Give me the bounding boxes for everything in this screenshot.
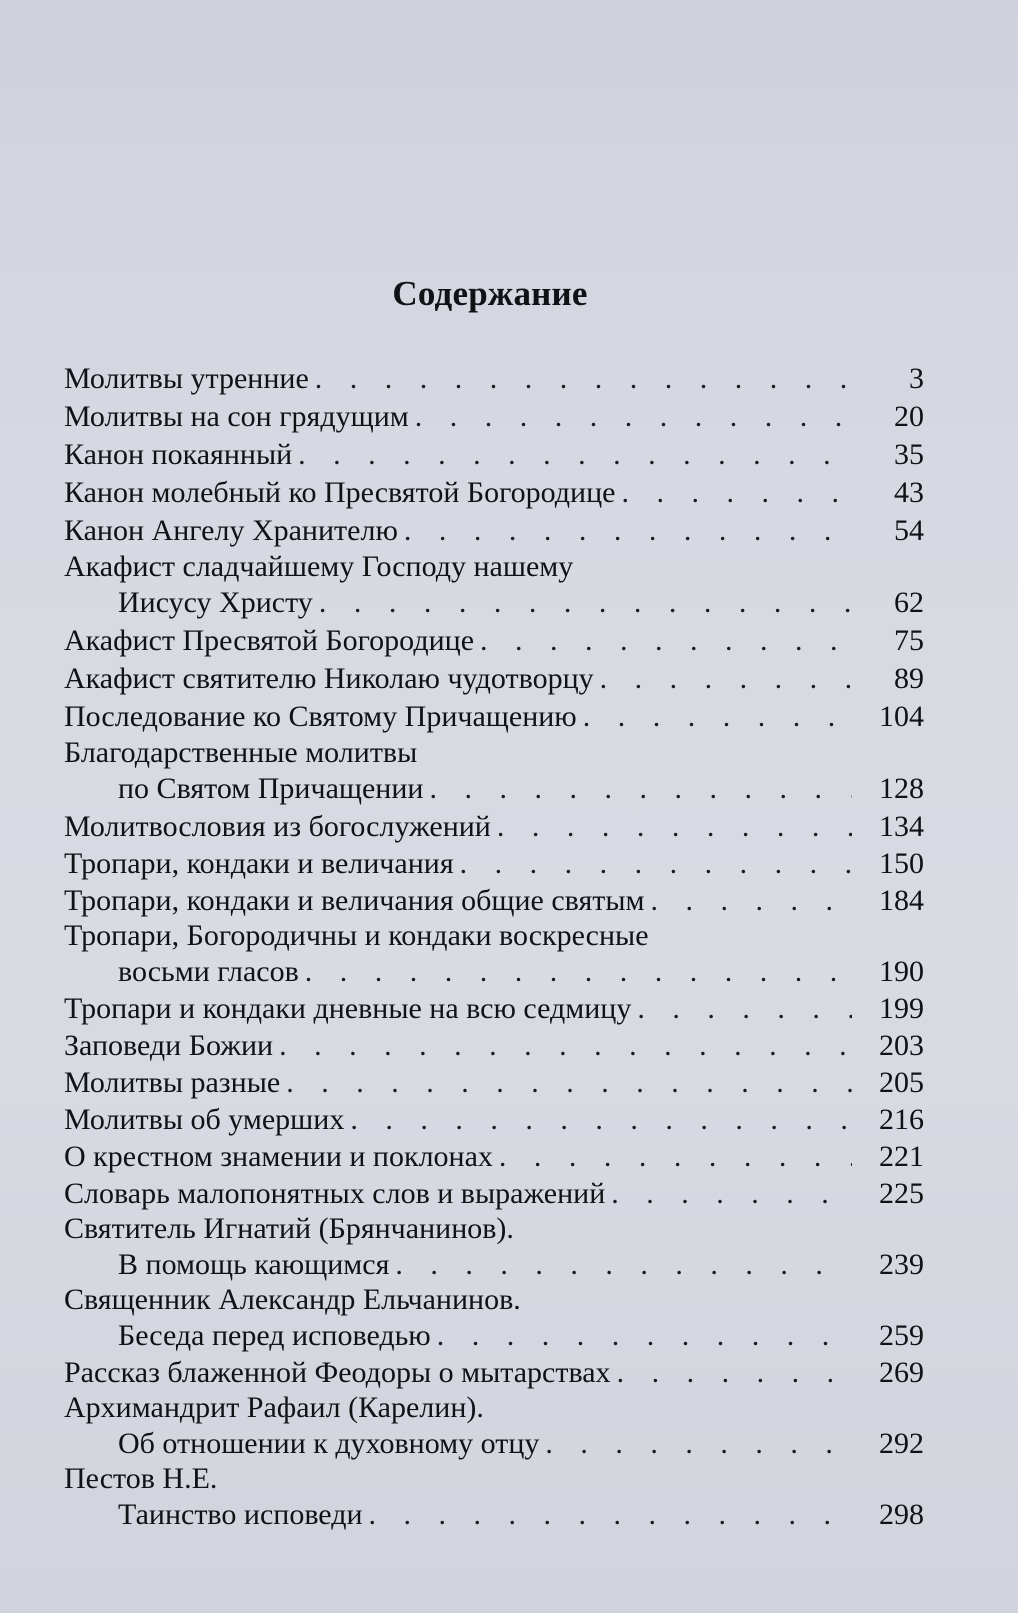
entry-title: Словарь малопонятных слов и выражений [64,1177,606,1210]
dot-leader [369,1496,852,1533]
entry-title-continued: по Святом Причащении [118,772,424,805]
dot-leader [583,698,852,736]
toc-entry [64,1391,924,1462]
entry-title: Последование ко Святому Причащению [64,700,577,733]
page-title: Содержание [392,274,588,313]
entry-title: Тропари и кондаки дневные на всю седмицу [64,992,632,1025]
dot-leader [395,1246,852,1283]
toc-entry [64,398,924,436]
dot-leader [460,845,852,882]
toc-entry [64,550,924,622]
page-number: 221 [879,1140,924,1173]
entry-title: Тропари, кондаки и величания общие святым [64,884,645,917]
entry-title: Акафист сладчайшему Господу нашему [64,550,574,583]
entry-title-continued: Беседа перед исповедью [118,1319,431,1352]
page-number: 239 [879,1248,924,1281]
page-number: 54 [894,514,924,547]
page-number: 205 [879,1066,924,1099]
entry-title: Рассказ блаженной Феодоры о мытарствах [64,1356,611,1389]
entry-title: Священник Александр Ельчанинов. [64,1283,521,1316]
toc-entry [64,512,924,550]
entry-title: Акафист святителю Николаю чудотворцу [64,662,594,695]
page-number: 199 [879,992,924,1025]
dot-leader [637,990,852,1027]
page-number: 269 [879,1356,924,1389]
entry-title: Молитвы утренние [64,362,309,395]
dot-leader [480,622,852,660]
dot-leader [315,360,852,398]
toc-entry [64,1212,924,1283]
page-number: 190 [879,955,924,988]
entry-title: Канон Ангелу Хранителю [64,514,398,547]
dot-leader [499,1138,852,1175]
entry-title: Благодарственные молитвы [64,736,418,769]
page-number: 89 [894,662,924,695]
dot-leader [415,398,852,436]
page-number: 43 [894,476,924,509]
page-number: 104 [879,700,924,733]
entry-title-continued: В помощь кающимся [118,1248,390,1281]
page-number: 35 [894,438,924,471]
entry-title: Заповеди Божии [64,1029,274,1062]
entry-title: Молитвы об умерших [64,1103,345,1136]
entry-title: Молитвы на сон грядущим [64,400,409,433]
dot-leader [497,808,852,845]
entry-title: Молитвословия из богослужений [64,810,491,843]
entry-title: Тропари, Богородичны и кондаки воскресные [64,919,649,952]
dot-leader [437,1317,852,1354]
dot-leader [429,770,852,808]
dot-leader [617,1354,852,1391]
entry-title: Святитель Игнатий (Брянчанинов). [64,1212,514,1245]
page-number: 150 [879,847,924,880]
toc-entry [64,660,924,698]
dot-leader [600,660,852,698]
toc-entry [64,1027,924,1064]
dot-leader [350,1101,852,1138]
dot-leader [305,953,852,990]
dot-leader [545,1425,852,1462]
toc-entry [64,1175,924,1212]
toc-entry [64,1064,924,1101]
dot-leader [319,584,852,622]
entry-title: Канон покаянный [64,438,293,471]
toc-entry [64,1462,924,1533]
entry-title-continued: восьми гласов [118,955,299,988]
toc-entry [64,808,924,845]
toc-entry [64,360,924,398]
page-number: 292 [879,1427,924,1460]
toc-entry [64,436,924,474]
entry-title: Пестов Н.Е. [64,1462,218,1495]
page-number: 128 [879,772,924,805]
toc-entry [64,1138,924,1175]
dot-leader [611,1175,852,1212]
page-number: 225 [879,1177,924,1210]
toc-entry [64,698,924,736]
entry-title: О крестном знамении и поклонах [64,1140,493,1173]
dot-leader [651,882,853,919]
dot-leader [404,512,852,550]
entry-title: Архимандрит Рафаил (Карелин). [64,1391,484,1424]
page-number: 20 [894,400,924,433]
toc-entry [64,882,924,919]
toc-entry [64,1354,924,1391]
entry-title: Тропари, кондаки и величания [64,847,454,880]
entry-title: Канон молебный ко Пресвятой Богородице [64,476,616,509]
dot-leader [286,1064,852,1101]
toc-entry [64,474,924,512]
toc-entry [64,736,924,808]
page-number: 62 [894,586,924,619]
dot-leader [279,1027,852,1064]
page-number: 134 [879,810,924,843]
toc-entry [64,1283,924,1354]
page-number: 298 [879,1498,924,1531]
page-number: 184 [879,884,924,917]
entry-title-continued: Об отношении к духовному отцу [118,1427,540,1460]
page-number: 259 [879,1319,924,1352]
toc-entry [64,622,924,660]
dot-leader [298,436,852,474]
entry-title-continued: Иисусу Христу [118,586,313,619]
toc-entry [64,919,924,990]
dot-leader [621,474,852,512]
entry-title-continued: Таинство исповеди [118,1498,363,1531]
toc-entry [64,990,924,1027]
page-number: 216 [879,1103,924,1136]
page-number: 203 [879,1029,924,1062]
toc-entry [64,845,924,882]
entry-title: Акафист Пресвятой Богородице [64,624,475,657]
entry-title: Молитвы разные [64,1066,281,1099]
toc-entry [64,1101,924,1138]
page-number: 75 [894,624,924,657]
table-of-contents [64,360,924,1533]
page-number: 3 [909,362,924,395]
